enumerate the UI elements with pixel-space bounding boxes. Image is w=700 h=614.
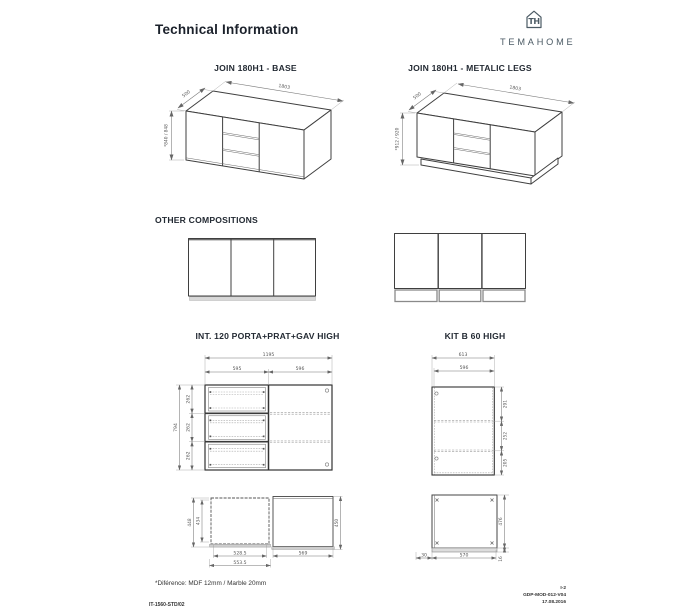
dim-drawer2: 262 [186, 423, 192, 432]
house-logo-icon [500, 8, 568, 30]
dim-legs-depth: 500 [412, 91, 423, 102]
drawing-int120 [150, 344, 385, 580]
doc-date: 17.08.2016 [541, 600, 566, 606]
dim-left-width: 595 [232, 367, 242, 372]
dim-lower-w: 570 [459, 553, 469, 559]
drawing-join-base [146, 77, 361, 199]
doc-revision-block [470, 585, 566, 607]
title-join-base: JOIN 180H1 - BASE [214, 63, 297, 73]
base-strip [190, 297, 316, 301]
dim-base-width: 1803 [277, 84, 291, 91]
dim-seg-bot: 205 [503, 458, 509, 468]
dim-legs-width: 1803 [508, 85, 522, 93]
title-kitb60: KIT B 60 HIGH [444, 331, 506, 341]
dim-box1-inner-w: 528.5 [233, 551, 247, 557]
doc-code: IT-1560-STD/02 [149, 602, 185, 608]
dim-total-height: 794 [174, 423, 179, 432]
lower-boxes [210, 497, 335, 550]
dim-base-depth: 500 [181, 89, 192, 100]
title-other-compositions: OTHER COMPOSITIONS [155, 215, 258, 225]
page-title: Technical Information [155, 22, 299, 37]
brand-logo [500, 8, 576, 47]
page-ref: I-2 [560, 586, 566, 591]
dim-right-width: 596 [295, 367, 305, 372]
composition-front-base [188, 238, 316, 304]
drawing-join-legs [383, 77, 588, 201]
plinth-frames [395, 290, 525, 302]
title-int120: INT. 120 PORTA+PRAT+GAV HIGH [195, 331, 340, 341]
dim-legs-height: *912 / 920 [395, 127, 401, 151]
dim-drawer1: 262 [186, 394, 192, 404]
dim-box1-inner-h: 434 [196, 516, 202, 526]
doc-ref: GDP-MOD-012-V04 [523, 593, 566, 599]
dim-lower-h: 476 [499, 517, 504, 526]
dim-seg-top: 291 [503, 399, 509, 409]
dim-box1-outer-w: 553.5 [233, 561, 247, 566]
upper-cabinet [205, 385, 332, 470]
composition-front-legs [394, 233, 526, 305]
dim-base-h: 16 [499, 556, 504, 562]
dim-drawer3: 262 [186, 451, 192, 461]
dim-total-width: 1195 [262, 353, 275, 358]
lower-box [432, 495, 497, 552]
dim-kit-inner-width: 596 [459, 366, 469, 371]
logo-monogram: TH [528, 17, 540, 26]
dim-box1-outer-h: 448 [188, 518, 193, 527]
dim-offset: 30 [421, 553, 427, 559]
drawing-kitb60 [390, 344, 580, 580]
dim-base-height: *840 / 848 [164, 124, 170, 147]
brand-name: TEMAHOME [500, 37, 576, 47]
material-note: *Diférence: MDF 12mm / Marble 20mm [155, 580, 267, 587]
cabinet-body [186, 91, 331, 179]
title-join-legs: JOIN 180H1 - METALIC LEGS [408, 63, 532, 73]
dim-box2-w: 569 [298, 551, 308, 557]
cabinet-body [417, 93, 562, 184]
dim-kit-total-width: 613 [458, 353, 468, 358]
dim-seg-mid: 252 [503, 431, 509, 441]
upper-cabinet [432, 387, 494, 475]
dim-box2-h: 450 [335, 518, 340, 528]
